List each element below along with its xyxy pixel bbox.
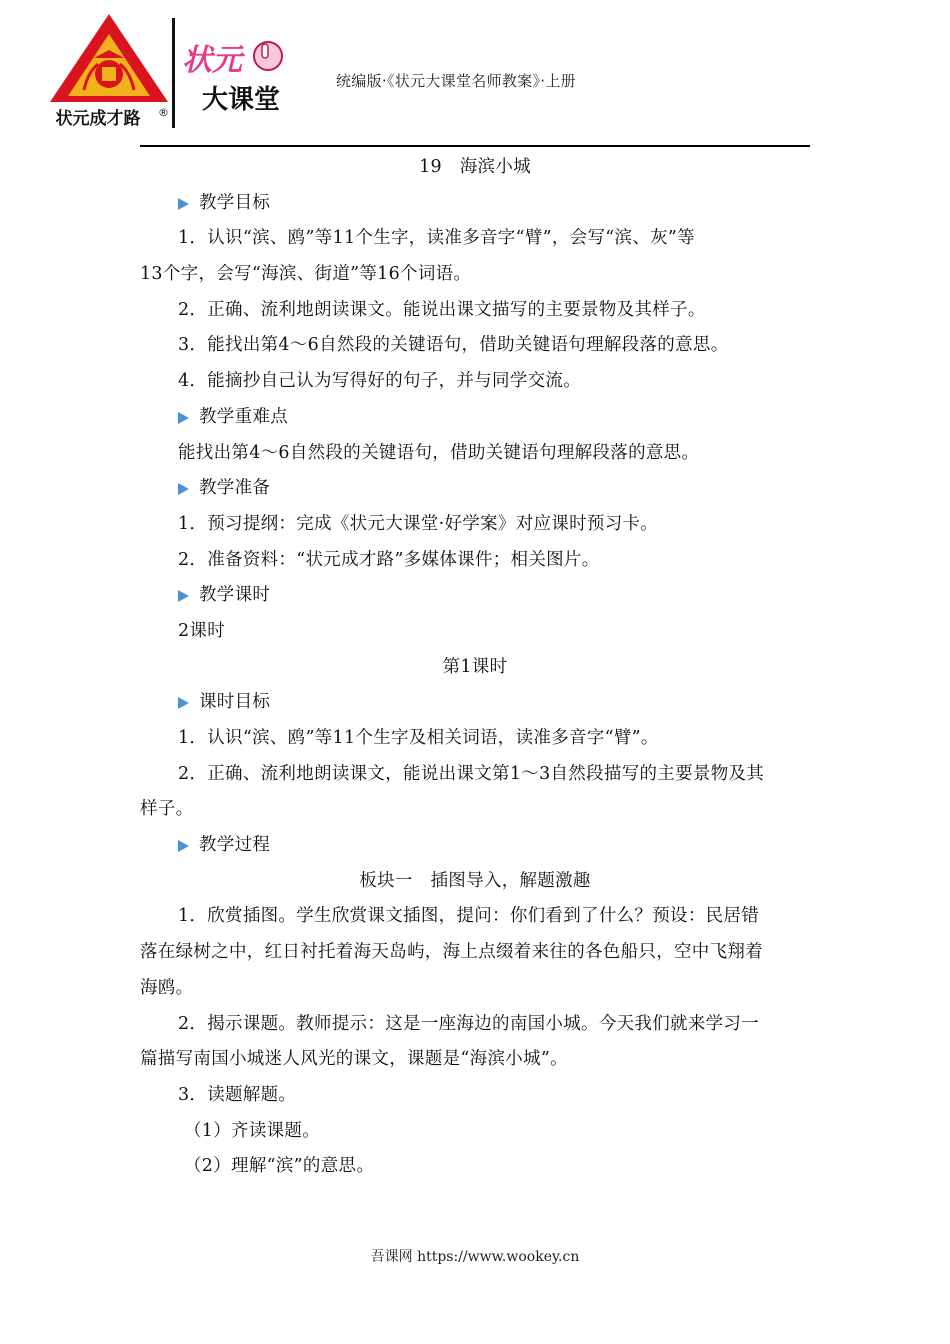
block-title: 板块一 插图导入，解题激趣 (359, 870, 591, 891)
period-title: 第1课时 (442, 656, 508, 677)
paragraph: 2．揭示课题。教师提示：这是一座海边的南国小城。今天我们就来学习一 (178, 1013, 760, 1034)
paragraph: 海鸥。 (140, 977, 194, 998)
paragraph: 2课时 (178, 620, 226, 641)
triangle-bullet-icon (178, 198, 189, 210)
section-heading: 教学重难点 (140, 400, 810, 436)
paragraph: 2．准备资料：“状元成才路”多媒体课件；相关图片。 (178, 549, 600, 570)
paragraph: 1．认识“滨、鸥”等11个生字及相关词语，读准多音字“臂”。 (178, 728, 659, 748)
svg-text:®: ® (158, 106, 169, 119)
paragraph: 篇描写南国小城迷人风光的课文，课题是“海滨小城”。 (140, 1049, 568, 1070)
triangle-bullet-icon (178, 483, 189, 495)
paragraph: 4．能摘抄自己认为写得好的句子，并与同学交流。 (178, 371, 582, 392)
section-heading: 教学课时 (140, 578, 810, 614)
book-title: 统编版·《状元大课堂名师教案》·上册 (336, 72, 576, 90)
paragraph: 3．能找出第4～6自然段的关键语句，借助关键语句理解段落的意思。 (178, 335, 729, 356)
paragraph: 1．欣赏插图。学生欣赏课文插图，提问：你们看到了什么？预设：民居错 (178, 906, 760, 927)
paragraph: 样子。 (140, 799, 194, 820)
section-heading: 教学过程 (140, 828, 810, 864)
section-heading: 教学准备 (140, 471, 810, 507)
page-header (0, 0, 950, 150)
logo2-line1: 状元 (182, 43, 242, 78)
document-body (140, 150, 810, 1185)
paragraph: （2）理解“滨”的意思。 (184, 1156, 375, 1177)
paragraph: 3．读题解题。 (178, 1084, 297, 1105)
paragraph: 1．认识“滨、鸥”等11个生字，读准多音字“臂”，会写“滨、灰”等 (178, 228, 695, 249)
paragraph: 13个字，会写“海滨、街道”等16个词语。 (140, 264, 472, 285)
triangle-bullet-icon (178, 590, 189, 602)
zhuangyuan-logo (48, 12, 170, 130)
lesson-title: 19 海滨小城 (419, 157, 531, 177)
logo2-line2: 大课堂 (202, 85, 281, 115)
logo1-text: 状元成才路 (55, 109, 141, 129)
paragraph: 2．正确、流利地朗读课文。能说出课文描写的主要景物及其样子。 (178, 299, 706, 320)
logo-separator (172, 18, 175, 128)
zhuangyuan-classroom-logo (178, 36, 296, 116)
paragraph: 1．预习提纲：完成《状元大课堂·好学案》对应课时预习卡。 (178, 513, 659, 534)
section-heading: 课时目标 (140, 685, 810, 721)
header-rule (140, 145, 810, 147)
paragraph: 落在绿树之中，红日衬托着海天岛屿，海上点缀着来往的各色船只，空中飞翔着 (140, 942, 763, 963)
triangle-bullet-icon (178, 412, 189, 424)
triangle-bullet-icon (178, 697, 189, 709)
paragraph: （1）齐读课题。 (184, 1120, 321, 1141)
triangle-bullet-icon (178, 840, 189, 852)
section-heading: 教学目标 (140, 186, 810, 222)
page-footer: 吾课网 https://www.wookey.cn (370, 1249, 580, 1265)
paragraph: 2．正确、流利地朗读课文，能说出课文第1～3自然段描写的主要景物及其 (178, 763, 765, 784)
paragraph: 能找出第4～6自然段的关键语句，借助关键语句理解段落的意思。 (178, 442, 700, 463)
